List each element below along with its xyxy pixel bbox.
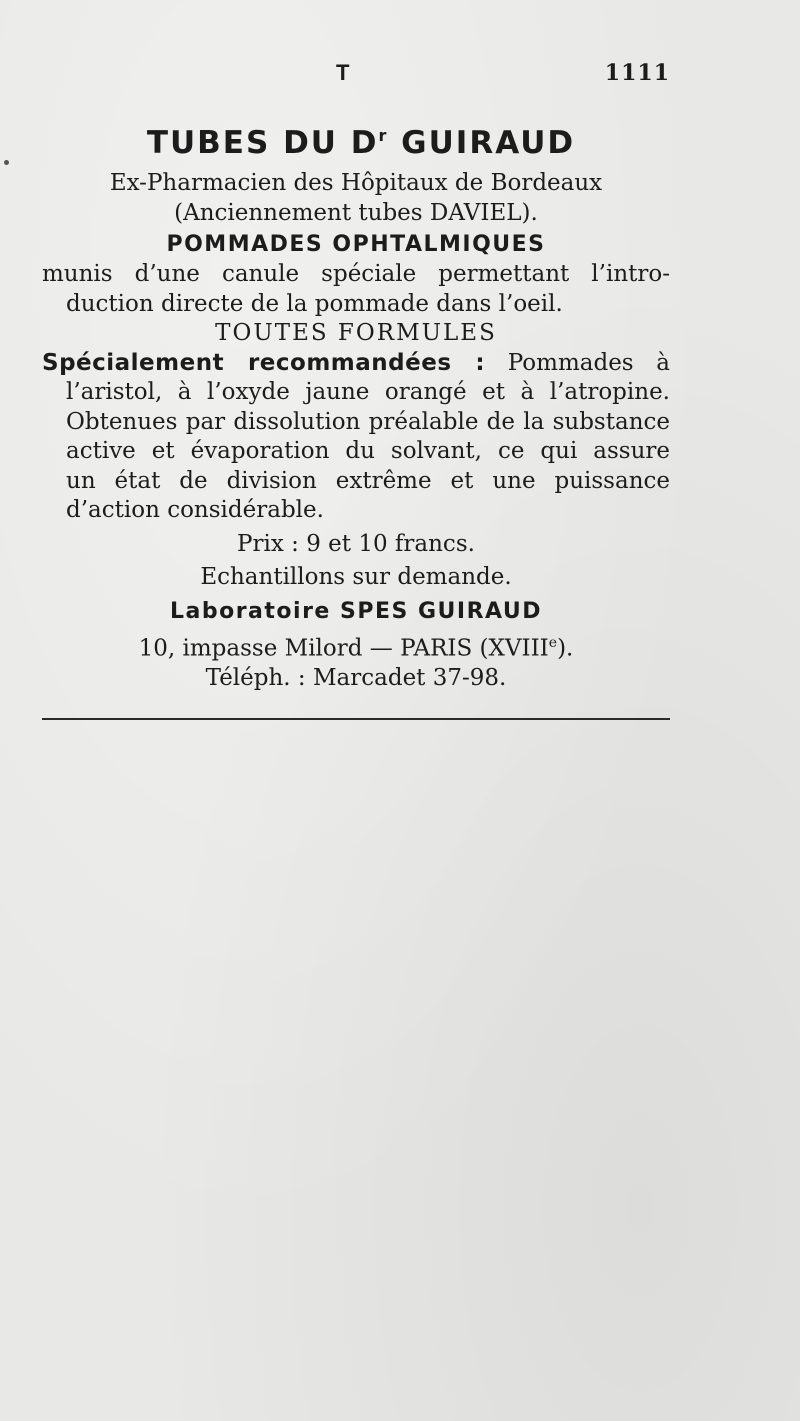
description-line-1: munis d’une canule spéciale permettant l’intro- — [42, 261, 670, 287]
section-divider — [42, 718, 670, 720]
method-line-2: active et évaporation du solvant, ce qui assure — [66, 438, 670, 464]
recommendation-lead: Spécialement recommandées : — [42, 349, 486, 376]
samples-line: Echantillons sur demande. — [200, 564, 512, 590]
former-name-line: (Anciennement tubes DAVIEL). — [174, 199, 538, 226]
laboratory-name: Laboratoire SPES GUIRAUD — [169, 598, 543, 624]
formules-line: TOUTES FORMULES — [215, 320, 497, 346]
phone-line: Téléph. : Marcadet 37-98. — [205, 664, 507, 691]
recommendation-rest: Pommades à — [485, 349, 670, 376]
section-mark: T — [336, 60, 350, 85]
pharmacist-line: Ex-Pharmacien des Hôpitaux de Bordeaux — [109, 170, 603, 196]
product-heading: POMMADES OPHTALMIQUES — [166, 232, 546, 257]
advertisement-block — [42, 116, 670, 693]
price-line: Prix : 9 et 10 francs. — [237, 530, 475, 557]
running-header — [60, 60, 670, 100]
recommendation-line-1 — [42, 349, 670, 379]
description-line-2: duction directe de la pommade dans l’oeil. — [66, 290, 563, 317]
method-line-4: d’action considérable. — [66, 497, 324, 523]
method-line-3: un état de division extrême et une puissance — [66, 467, 670, 494]
ink-speck — [4, 160, 9, 165]
advert-title: TUBES DU $D^r$ GUIRAUD — [146, 125, 576, 161]
method-line-1: Obtenues par dissolution préalable de la substance — [66, 408, 670, 435]
recommendation-line-2: l’aristol, à l’oxyde jaune orangé et à l’atropine. — [66, 379, 670, 405]
page-number: 1111 — [604, 60, 670, 86]
address-line: 10, impasse Milord — PARIS (XVIIIe). — [138, 634, 574, 662]
